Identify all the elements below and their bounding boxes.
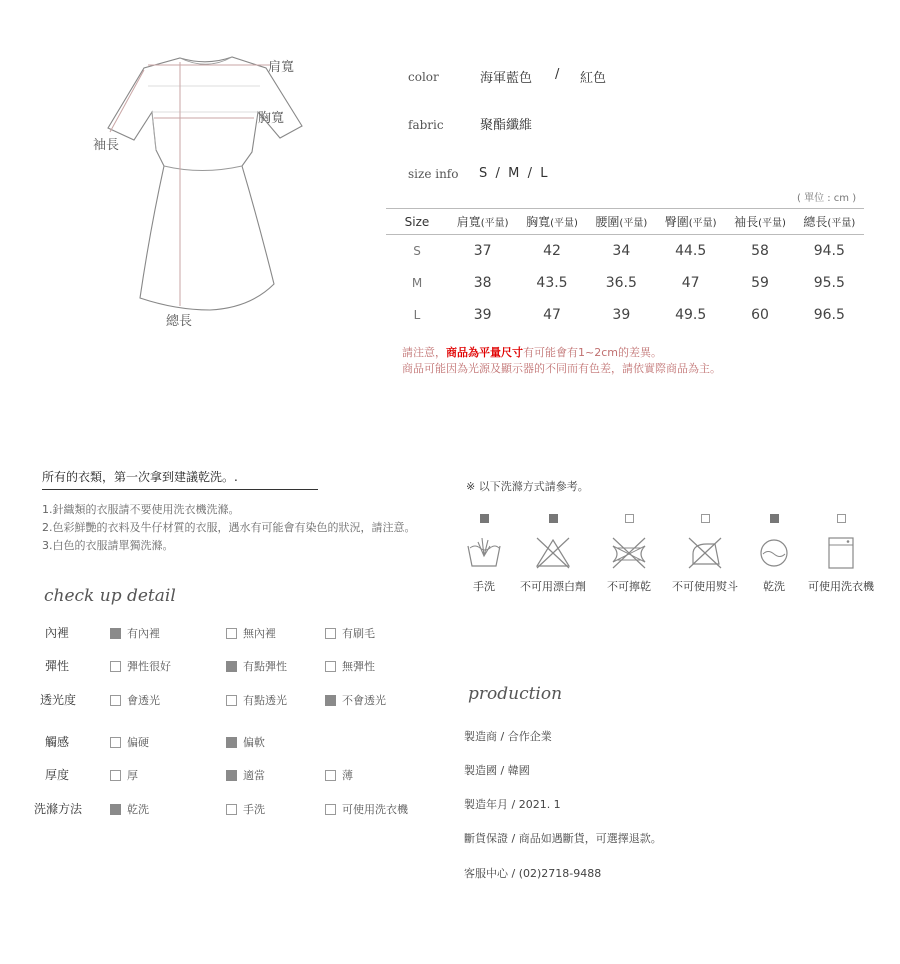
header-chest: 胸寬(平量) xyxy=(517,209,586,235)
chest-label: 胸寬 xyxy=(258,111,285,126)
checked-box-icon xyxy=(110,804,121,815)
notice-text: 有可能會有1~2cm的差異。 xyxy=(523,346,662,359)
unchecked-box-icon xyxy=(110,695,121,706)
wash-label: 不可使用熨斗 xyxy=(672,580,738,593)
size-info-label: size info xyxy=(408,167,459,181)
table-cell: S xyxy=(413,243,421,258)
table-cell: 60 xyxy=(751,306,769,323)
laundry-note: 2.色彩鮮艷的衣料及牛仔材質的衣服，遇水有可能會有染色的狀況，請注意。 xyxy=(42,521,416,534)
detail-option xyxy=(110,734,149,750)
checked-box-icon xyxy=(110,628,121,639)
table-row xyxy=(386,235,864,267)
wash-selected-box xyxy=(549,514,558,523)
detail-row-label: 厚度 xyxy=(45,768,70,782)
shoulder-label: 肩寬 xyxy=(268,60,295,75)
table-cell: 42 xyxy=(543,242,561,259)
production-service: 客服中心 / (02)2718-9488 xyxy=(464,867,602,880)
table-row xyxy=(386,299,864,331)
size-notice xyxy=(402,345,721,377)
wash-label: 手洗 xyxy=(473,580,495,593)
detail-option-label: 乾洗 xyxy=(127,803,149,816)
fabric-label: fabric xyxy=(408,118,444,132)
checked-box-icon xyxy=(226,737,237,748)
laundry-note: 1.針織類的衣服請不要使用洗衣機洗滌。 xyxy=(42,503,240,516)
table-cell: 38 xyxy=(473,274,492,291)
detail-option xyxy=(110,692,160,708)
unchecked-box-icon xyxy=(226,804,237,815)
length-label: 總長 xyxy=(166,314,193,329)
notice-text: 請注意， xyxy=(402,346,446,359)
detail-row-label: 彈性 xyxy=(45,659,70,673)
detail-option-label: 有內裡 xyxy=(127,627,160,640)
wash-label: 乾洗 xyxy=(763,580,785,593)
detail-option xyxy=(325,658,375,674)
detail-option xyxy=(110,767,138,783)
washing-machine-icon xyxy=(821,536,861,570)
detail-option-label: 彈性很好 xyxy=(127,660,171,673)
unchecked-box-icon xyxy=(325,804,336,815)
header-waist: 腰圍(平量) xyxy=(587,209,656,235)
detail-row-label: 觸感 xyxy=(45,735,70,749)
table-cell: 37 xyxy=(473,242,492,259)
detail-option xyxy=(226,801,265,817)
no-iron-icon xyxy=(685,536,725,570)
header-sleeve: 袖長(平量) xyxy=(725,209,794,235)
no-wring-icon xyxy=(609,536,649,570)
no-bleach-icon xyxy=(533,536,573,570)
table-cell: 44.5 xyxy=(675,242,707,259)
table-cell: 58 xyxy=(751,242,769,259)
size-table xyxy=(386,208,864,331)
dry-clean-icon xyxy=(754,536,794,570)
detail-option-label: 偏硬 xyxy=(127,736,149,749)
wash-selected-box xyxy=(625,514,634,523)
wash-label: 可使用洗衣機 xyxy=(808,580,874,593)
unchecked-box-icon xyxy=(226,695,237,706)
production-date: 製造年月 / 2021. 1 xyxy=(464,798,561,811)
size-table-header xyxy=(386,209,864,235)
wash-label: 不可擰乾 xyxy=(607,580,651,593)
laundry-notes xyxy=(42,501,416,555)
detail-option xyxy=(226,625,276,641)
detail-row-label: 內裡 xyxy=(45,626,70,640)
hand-wash-icon xyxy=(464,536,504,570)
production-guarantee: 斷貨保證 / 商品如遇斷貨，可選擇退款。 xyxy=(464,832,662,845)
checked-box-icon xyxy=(226,770,237,781)
wash-note: ※ 以下洗滌方式請參考。 xyxy=(466,480,589,493)
dress-outline-icon xyxy=(80,40,320,340)
color-value-1: 海軍藍色 xyxy=(480,71,533,86)
table-cell: 59 xyxy=(751,274,769,291)
unchecked-box-icon xyxy=(325,628,336,639)
table-cell: M xyxy=(411,275,423,290)
detail-option-label: 不會透光 xyxy=(342,694,386,707)
size-info-value: S / M / L xyxy=(479,166,548,181)
unit-note: ( 單位 : cm ) xyxy=(797,193,857,204)
header-shoulder: 肩寬(平量) xyxy=(448,209,517,235)
checked-box-icon xyxy=(325,695,336,706)
production-manufacturer: 製造商 / 合作企業 xyxy=(464,730,552,743)
color-separator: / xyxy=(555,67,560,82)
notice-highlight: 商品為平量尺寸 xyxy=(446,346,523,359)
detail-row-label: 洗滌方法 xyxy=(34,802,83,816)
detail-option-label: 有點透光 xyxy=(243,694,287,707)
production-country: 製造國 / 韓國 xyxy=(464,764,530,777)
production-title: production xyxy=(468,684,563,704)
table-cell: 96.5 xyxy=(813,306,845,323)
color-label: color xyxy=(408,70,439,84)
wash-item-washing-machine xyxy=(796,514,886,594)
wash-selected-box xyxy=(837,514,846,523)
notice-line-1 xyxy=(402,345,721,361)
table-cell: 39 xyxy=(612,306,631,323)
laundry-title: 所有的衣類，第一次拿到建議乾洗。. xyxy=(42,468,318,490)
detail-option xyxy=(325,692,386,708)
table-cell: L xyxy=(413,307,421,322)
detail-option-label: 厚 xyxy=(127,769,138,782)
detail-option-label: 薄 xyxy=(342,769,353,782)
wash-selected-box xyxy=(770,514,779,523)
detail-option-label: 有點彈性 xyxy=(243,660,287,673)
header-hip: 臀圍(平量) xyxy=(656,209,725,235)
detail-option-label: 有刷毛 xyxy=(342,627,375,640)
table-cell: 43.5 xyxy=(536,274,568,291)
table-cell: 34 xyxy=(612,242,631,259)
detail-option-label: 會透光 xyxy=(127,694,160,707)
check-detail-title: check up detail xyxy=(44,586,176,606)
laundry-note: 3.白色的衣服請單獨洗滌。 xyxy=(42,539,174,552)
unchecked-box-icon xyxy=(110,770,121,781)
fabric-value: 聚酯纖維 xyxy=(480,118,533,133)
wash-selected-box xyxy=(701,514,710,523)
header-size: Size xyxy=(386,209,448,235)
detail-option xyxy=(226,734,265,750)
detail-option-label: 適當 xyxy=(243,769,265,782)
detail-option-label: 無彈性 xyxy=(342,660,375,673)
notice-line-2: 商品可能因為光源及顯示器的不同而有色差，請依實際商品為主。 xyxy=(402,362,721,375)
detail-option-label: 手洗 xyxy=(243,803,265,816)
table-cell: 36.5 xyxy=(605,274,637,291)
table-cell: 47 xyxy=(681,274,700,291)
color-value-2: 紅色 xyxy=(580,71,607,86)
header-length: 總長(平量) xyxy=(795,209,864,235)
unchecked-box-icon xyxy=(226,628,237,639)
detail-option xyxy=(325,625,375,641)
sleeve-label: 袖長 xyxy=(93,138,120,153)
detail-option xyxy=(110,625,160,641)
detail-option xyxy=(226,767,265,783)
detail-row-label: 透光度 xyxy=(40,693,77,707)
detail-option xyxy=(226,692,287,708)
table-cell: 95.5 xyxy=(813,274,845,291)
table-cell: 94.5 xyxy=(813,242,845,259)
table-row xyxy=(386,267,864,299)
unchecked-box-icon xyxy=(110,661,121,672)
unchecked-box-icon xyxy=(110,737,121,748)
checked-box-icon xyxy=(226,661,237,672)
table-cell: 49.5 xyxy=(675,306,707,323)
detail-option xyxy=(110,801,149,817)
detail-option xyxy=(110,658,171,674)
detail-option-label: 可使用洗衣機 xyxy=(342,803,408,816)
detail-option xyxy=(325,801,408,817)
detail-option xyxy=(226,658,287,674)
detail-option-label: 偏軟 xyxy=(243,736,265,749)
wash-label: 不可用漂白劑 xyxy=(520,580,586,593)
wash-selected-box xyxy=(480,514,489,523)
table-cell: 47 xyxy=(543,306,561,323)
table-cell: 39 xyxy=(473,306,492,323)
detail-option-label: 無內裡 xyxy=(243,627,276,640)
dress-measurement-diagram xyxy=(80,40,320,340)
unchecked-box-icon xyxy=(325,661,336,672)
unchecked-box-icon xyxy=(325,770,336,781)
detail-option xyxy=(325,767,353,783)
